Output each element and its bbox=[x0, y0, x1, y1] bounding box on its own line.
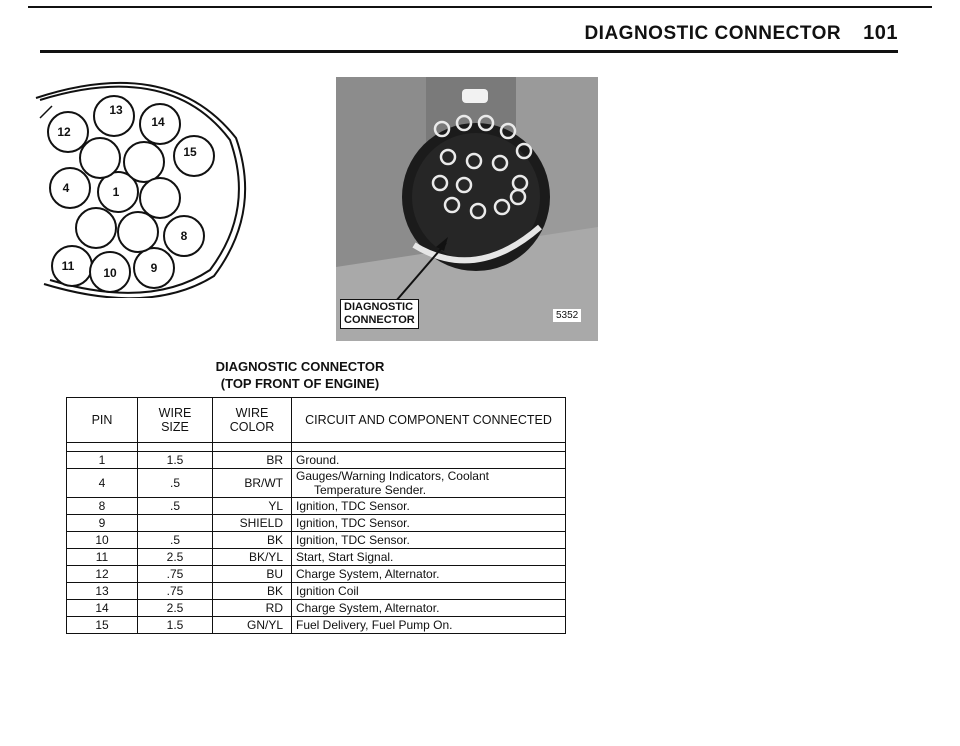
cell-pin: 11 bbox=[67, 549, 138, 566]
cell-color: BK bbox=[213, 532, 292, 549]
cell-size: 2.5 bbox=[138, 600, 213, 617]
cell-circuit: Charge System, Alternator. bbox=[292, 566, 566, 583]
cell-circuit: Gauges/Warning Indicators, Coolant Temperature Sender. bbox=[292, 469, 566, 498]
cell-circuit: Ground. bbox=[292, 452, 566, 469]
cell-circuit: Ignition, TDC Sensor. bbox=[292, 532, 566, 549]
cell-pin: 13 bbox=[67, 583, 138, 600]
table-row bbox=[67, 600, 566, 617]
pin-label: 8 bbox=[180, 229, 188, 243]
pin-label: 14 bbox=[151, 115, 165, 129]
spacer-row bbox=[67, 443, 566, 452]
pin-label: 15 bbox=[183, 145, 197, 159]
pin-label: 12 bbox=[57, 125, 71, 139]
photo-callout bbox=[340, 299, 419, 329]
cell-pin: 15 bbox=[67, 617, 138, 634]
cell-circuit: Start, Start Signal. bbox=[292, 549, 566, 566]
cell-color: BU bbox=[213, 566, 292, 583]
cell-color: SHIELD bbox=[213, 515, 292, 532]
table-row bbox=[67, 566, 566, 583]
table-row bbox=[67, 469, 566, 498]
pin-label: 1 bbox=[112, 185, 120, 199]
cell-size: .5 bbox=[138, 498, 213, 515]
top-rule bbox=[28, 6, 932, 8]
header-wire-size: WIRE SIZE bbox=[138, 398, 213, 443]
pin-unlabeled-circle bbox=[118, 212, 158, 252]
cell-pin: 12 bbox=[67, 566, 138, 583]
table-row bbox=[67, 498, 566, 515]
cell-pin: 10 bbox=[67, 532, 138, 549]
connector-photo bbox=[336, 77, 598, 341]
pin-label: 11 bbox=[61, 259, 75, 273]
cell-color: RD bbox=[213, 600, 292, 617]
pin-label: 13 bbox=[109, 103, 123, 117]
header-pin: PIN bbox=[67, 398, 138, 443]
cell-color: BK bbox=[213, 583, 292, 600]
cell-circuit: Ignition, TDC Sensor. bbox=[292, 498, 566, 515]
connector-pin-diagram bbox=[30, 70, 262, 298]
cell-color: BR bbox=[213, 452, 292, 469]
cell-size: 2.5 bbox=[138, 549, 213, 566]
table-row bbox=[67, 549, 566, 566]
pin-unlabeled-circle bbox=[80, 138, 120, 178]
cell-color: GN/YL bbox=[213, 617, 292, 634]
cell-size: .75 bbox=[138, 583, 213, 600]
pin-label: 10 bbox=[103, 266, 117, 280]
header-circuit: CIRCUIT AND COMPONENT CONNECTED bbox=[292, 398, 566, 443]
cell-circuit: Charge System, Alternator. bbox=[292, 600, 566, 617]
table-row bbox=[67, 583, 566, 600]
table-row bbox=[67, 515, 566, 532]
photo-ref-number: 5352 bbox=[553, 309, 581, 322]
cell-color: BR/WT bbox=[213, 469, 292, 498]
pin-unlabeled-circle bbox=[124, 142, 164, 182]
cell-color: YL bbox=[213, 498, 292, 515]
page-title: DIAGNOSTIC CONNECTOR bbox=[584, 23, 842, 44]
callout-line-2: CONNECTOR bbox=[344, 314, 415, 326]
pin-4-circle bbox=[50, 168, 90, 208]
cell-size: 1.5 bbox=[138, 617, 213, 634]
cell-pin: 14 bbox=[67, 600, 138, 617]
cell-pin: 8 bbox=[67, 498, 138, 515]
housing-tab bbox=[40, 106, 52, 118]
page-header bbox=[584, 22, 898, 45]
table-row bbox=[67, 617, 566, 634]
caption-line-1: DIAGNOSTIC CONNECTOR bbox=[215, 359, 385, 374]
header-rule bbox=[40, 50, 898, 53]
pin-assignment-table bbox=[66, 397, 566, 634]
cell-size: .5 bbox=[138, 532, 213, 549]
figure-caption bbox=[170, 358, 430, 392]
cell-pin: 1 bbox=[67, 452, 138, 469]
table-row bbox=[67, 452, 566, 469]
callout-line-1: DIAGNOSTIC bbox=[344, 301, 414, 313]
pin-unlabeled-circle bbox=[140, 178, 180, 218]
cell-size: .75 bbox=[138, 566, 213, 583]
pin-label: 9 bbox=[150, 261, 158, 275]
caption-line-2: (TOP FRONT OF ENGINE) bbox=[220, 376, 380, 391]
pin-label: 4 bbox=[62, 181, 70, 195]
cell-size bbox=[138, 515, 213, 532]
cell-pin: 9 bbox=[67, 515, 138, 532]
cell-color: BK/YL bbox=[213, 549, 292, 566]
pin-unlabeled-circle bbox=[76, 208, 116, 248]
table-header-row bbox=[67, 398, 566, 443]
cell-circuit: Ignition, TDC Sensor. bbox=[292, 515, 566, 532]
cell-size: 1.5 bbox=[138, 452, 213, 469]
header-wire-color: WIRE COLOR bbox=[213, 398, 292, 443]
page-number: 101 bbox=[863, 22, 898, 44]
cell-size: .5 bbox=[138, 469, 213, 498]
table-row bbox=[67, 532, 566, 549]
cell-pin: 4 bbox=[67, 469, 138, 498]
cell-circuit: Ignition Coil bbox=[292, 583, 566, 600]
cell-circuit: Fuel Delivery, Fuel Pump On. bbox=[292, 617, 566, 634]
